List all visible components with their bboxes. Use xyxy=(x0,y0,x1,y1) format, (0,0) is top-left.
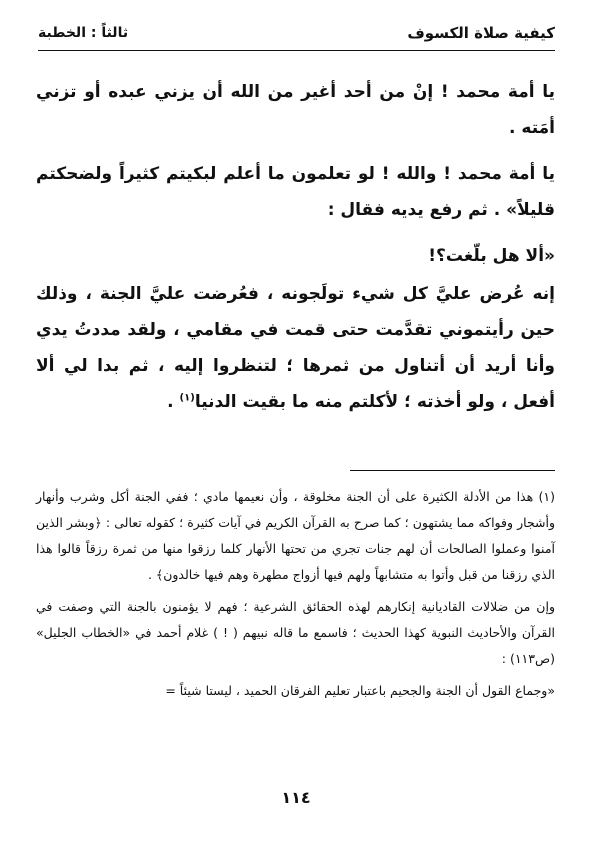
paragraph-4-text: إنه عُرض عليَّ كل شيء تولَجونه ، فعُرضت عليَّ الجنة ، وذلك حين رأيتموني تقدَّمت حتى قمت في مقامي ، ولقد مددتُ يدي وأنا أريد أن أتناول من ثمرها ؛ لتنظروا إليه ، ثم بدا لي ألا أفعل ، ولو أخذته ؛ لأكلتم منه ما بقيت الدنيا xyxy=(36,284,555,412)
running-header xyxy=(38,20,555,46)
paragraph-4 xyxy=(36,276,555,420)
header-divider xyxy=(38,50,555,51)
footnote-2: وإن من ضلالات القاديانية إنكارهم لهذه الحقائق الشرعية ؛ فهم لا يؤمنون بالجنة التي وصفت في القرآن والأحاديث النبوية كهذا الحديث ؛ فاسمع ما قاله نبيهم ( ! ) غلام أحمد في «الخطاب الجليل» (ص١١٣) : xyxy=(36,599,555,666)
paragraph-3: «ألا هل بلّغت؟! xyxy=(428,246,555,266)
section-title: ثالثاً : الخطبة xyxy=(38,25,129,41)
main-text xyxy=(36,74,555,430)
chapter-title: كيفية صلاة الكسوف xyxy=(407,24,555,42)
footnotes xyxy=(36,484,555,710)
paragraph-1: يا أمة محمد ! إنْ من أحد أغير من الله أن يزني عبده أو تزني أمَته . xyxy=(36,82,555,138)
footnote-marker: (١) xyxy=(179,392,195,404)
footnote-1: (١) هذا من الأدلة الكثيرة على أن الجنة مخلوقة ، وأن نعيمها مادي ؛ ففي الجنة أكل وشرب وأنهار وأشجار وفواكه مما يشتهون ؛ كما صرح به القرآن الكريم في آيات كثيرة ؛ كقوله تعالى : ﴿وبشر الذين آمنوا وعملوا الصالحات أن لهم جنات تجري من تحتها الأنهار كلما رزقوا منها من ثمرة رزقاً قالوا هذا الذي رزقنا من قبل وأتوا به متشابهاً ولهم فيها أزواج مطهرة وهم فيها خالدون﴾ . xyxy=(36,489,555,582)
paragraph-2: يا أمة محمد ! والله ! لو تعلمون ما أعلم لبكيتم كثيراً ولضحكتم قليلاً» . ثم رفع يديه فقال : xyxy=(36,164,555,220)
footnote-3: «وجماع القول أن الجنة والجحيم باعتبار تعليم الفرقان الحميد ، ليستا شيئاً = xyxy=(165,683,555,698)
page-number: ١١٤ xyxy=(281,788,311,807)
footnote-divider xyxy=(350,470,555,471)
paragraph-4-end: . xyxy=(167,392,180,412)
